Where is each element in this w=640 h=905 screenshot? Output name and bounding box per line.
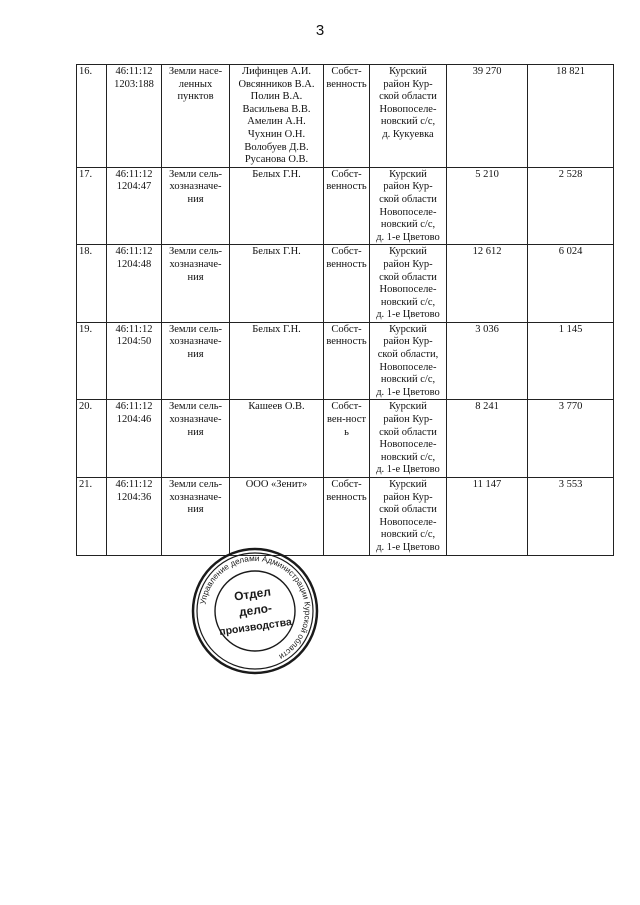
stamp-center-line-1: Отдел [233,584,272,604]
cadastral-number-cell: 46:11:12 1204:46 [107,400,162,478]
table-row [77,322,614,400]
land-category-cell: Земли сель- хозназначе- ния [162,167,230,245]
right-type-cell: Собст- венность [324,65,370,168]
row-number-cell: 17. [77,167,107,245]
row-number-cell: 20. [77,400,107,478]
location-cell: Курский район Кур- ской области Новопоселе- новский с/с, д. Кукуевка [370,65,447,168]
stamp-center-line-2: дело- [238,600,273,620]
owners-cell: Белых Г.Н. [230,322,324,400]
area-cell: 12 612 [447,245,528,323]
table-row [77,478,614,556]
value-cell: 2 528 [528,167,614,245]
cadastral-number-cell: 46:11:12 1204:50 [107,322,162,400]
land-category-cell: Земли сель- хозназначе- ния [162,400,230,478]
location-cell: Курский район Кур- ской области Новопоселе- новский с/с, д. 1-е Цветово [370,245,447,323]
owners-cell: Белых Г.Н. [230,167,324,245]
value-cell: 6 024 [528,245,614,323]
owners-cell: Лифинцев А.И. Овсянников В.А. Полин В.А. Васильева В.В. Амелин А.Н. Чухнин О.Н. Волобуев Д.В. Русанова О.В. [230,65,324,168]
table-row [77,65,614,168]
owners-cell: ООО «Зенит» [230,478,324,556]
table-row [77,167,614,245]
right-type-cell: Собст- вен-ност ь [324,400,370,478]
area-cell: 5 210 [447,167,528,245]
cadastral-number-cell: 46:11:12 1204:48 [107,245,162,323]
area-cell: 3 036 [447,322,528,400]
area-cell: 11 147 [447,478,528,556]
owners-cell: Белых Г.Н. [230,245,324,323]
office-stamp [190,546,320,676]
row-number-cell: 18. [77,245,107,323]
value-cell: 1 145 [528,322,614,400]
land-category-cell: Земли сель- хозназначе- ния [162,478,230,556]
area-cell: 39 270 [447,65,528,168]
cadastral-number-cell: 46:11:12 1203:188 [107,65,162,168]
location-cell: Курский район Кур- ской области Новопоселе- новский с/с, д. 1-е Цветово [370,167,447,245]
location-cell: Курский район Кур- ской области, Новопоселе- новский с/с, д. 1-е Цветово [370,322,447,400]
table-row [77,400,614,478]
value-cell: 3 553 [528,478,614,556]
row-number-cell: 16. [77,65,107,168]
cadastral-number-cell: 46:11:12 1204:47 [107,167,162,245]
value-cell: 18 821 [528,65,614,168]
stamp-ring-text: Управление делами Администрации Курской области [198,553,313,662]
location-cell: Курский район Кур- ской области Новопоселе- новский с/с, д. 1-е Цветово [370,400,447,478]
table-row [77,245,614,323]
right-type-cell: Собст- венность [324,322,370,400]
land-category-cell: Земли насе- ленных пунктов [162,65,230,168]
right-type-cell: Собст- венность [324,478,370,556]
owners-cell: Кашеев О.В. [230,400,324,478]
area-cell: 8 241 [447,400,528,478]
land-category-cell: Земли сель- хозназначе- ния [162,322,230,400]
stamp-center-line-3: производства [218,616,293,639]
row-number-cell: 19. [77,322,107,400]
location-cell: Курский район Кур- ской области Новопоселе- новский с/с, д. 1-е Цветово [370,478,447,556]
land-plots-table [76,64,614,556]
right-type-cell: Собст- венность [324,167,370,245]
row-number-cell: 21. [77,478,107,556]
land-category-cell: Земли сель- хозназначе- ния [162,245,230,323]
page-number: 3 [315,22,325,39]
value-cell: 3 770 [528,400,614,478]
right-type-cell: Собст- венность [324,245,370,323]
cadastral-number-cell: 46:11:12 1204:36 [107,478,162,556]
